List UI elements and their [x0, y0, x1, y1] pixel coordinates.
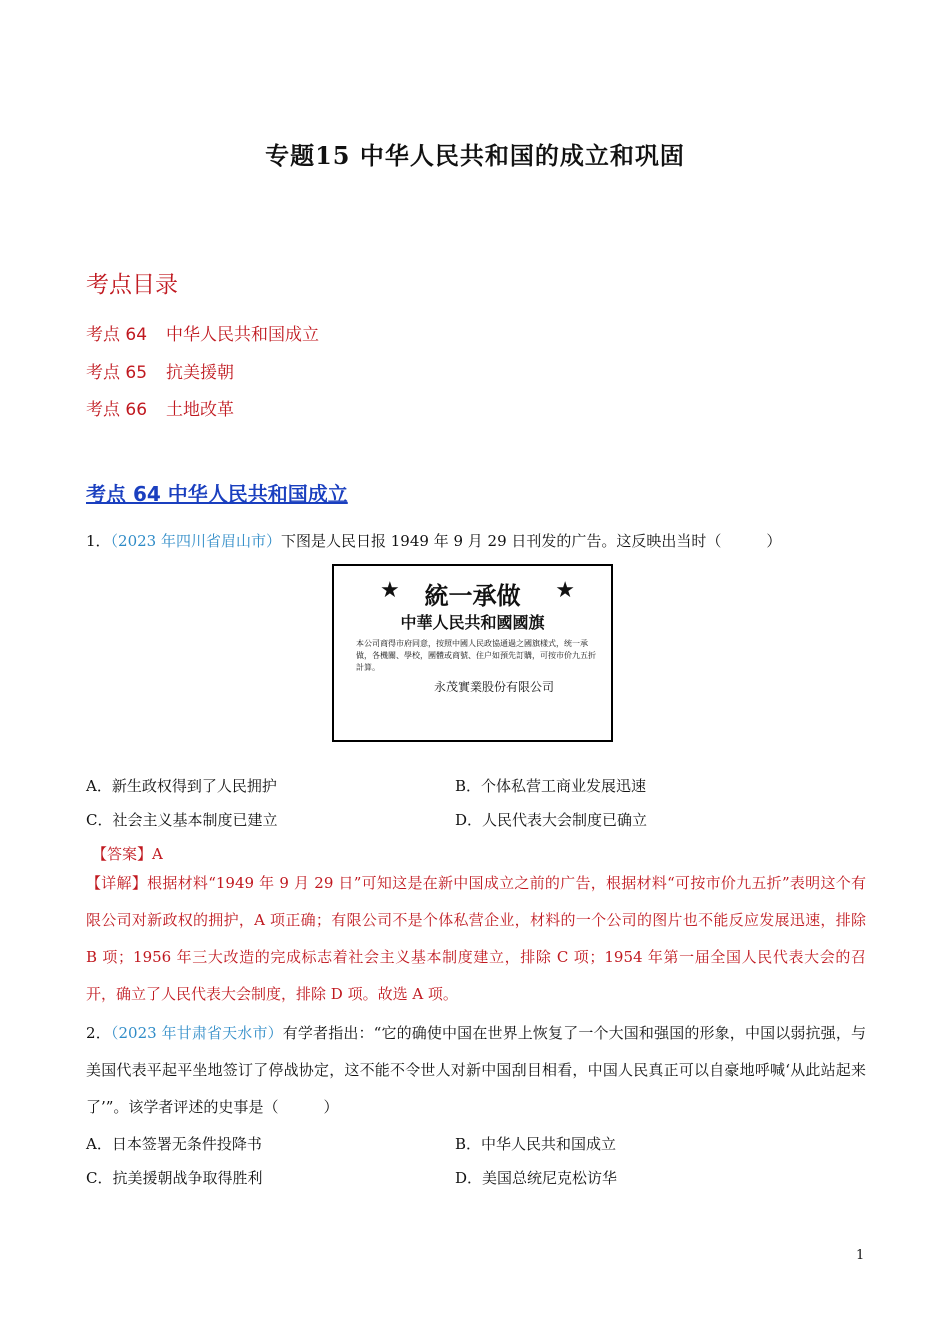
toc-item-label: 土地改革 [166, 400, 234, 420]
toc-item-number: 考点 65 [86, 363, 148, 383]
ad-company: 永茂實業股份有限公司 [434, 680, 555, 694]
question-2-stem [86, 1015, 866, 1126]
toc-heading: 考点目录 [86, 272, 178, 298]
toc-item-64[interactable] [86, 320, 319, 345]
option-b[interactable]: B．中华人民共和国成立 [455, 1135, 617, 1153]
option-c[interactable]: C．社会主义基本制度已建立 [86, 811, 278, 829]
option-c[interactable]: C．抗美援朝战争取得胜利 [86, 1169, 263, 1187]
option-d[interactable]: D．美国总统尼克松访华 [455, 1169, 618, 1187]
option-b[interactable]: B．个体私营工商业发展迅速 [455, 777, 647, 795]
answer: 【答案】A [92, 845, 163, 863]
page-number: 1 [856, 1248, 865, 1263]
section-heading-64[interactable]: 考点 64 中华人民共和国成立 [86, 482, 348, 506]
toc-item-label: 抗美援朝 [166, 363, 234, 383]
question-source: （2023 年甘肃省天水市） [110, 1024, 283, 1042]
ad-headline: 統一承做 [424, 582, 521, 610]
toc-item-number: 考点 66 [86, 400, 148, 420]
toc-item-65[interactable] [86, 358, 234, 383]
toc-item-number: 考点 64 [86, 325, 148, 345]
question-number: 1． [86, 532, 111, 550]
page-title: 专题15 中华人民共和国的成立和巩固 [265, 141, 685, 170]
option-a[interactable]: A．日本签署无条件投降书 [86, 1135, 262, 1153]
question-text: 下图是人民日报 1949 年 9 月 29 日刊发的广告。这反映出当时（ ） [281, 532, 782, 550]
toc-item-label: 中华人民共和国成立 [166, 325, 319, 345]
explanation: 【详解】根据材料“1949 年 9 月 29 日”可知这是在新中国成立之前的广告，根据材料“可按市价九五折”表明这个有限公司对新政权的拥护，A 项正确；有限公司不是个体私营企业，材料的一个公司的图片也不能反应发展迅速，排除 B 项；1956 年三大改造的完成标志着社会主义基本制度建立，排除 C 项；1954 年第一届全国人民代表大会的召开，确立了人民代表大会制度，排除 D 项。故选 A 项。 [86, 874, 866, 1003]
question-source: （2023 年四川省眉山市） [110, 532, 281, 550]
ad-body: 本公司商得市府同意，按照中國人民政協通過之國旗樣式，统一承做，各機關、學校，團體或商號、住户如預先訂購，可按市价九五折計算。 [356, 639, 596, 672]
question-1-stem [86, 531, 781, 551]
star-icon: ★ [555, 578, 575, 603]
ad-subhead: 中華人民共和國國旗 [400, 613, 545, 632]
question-number: 2． [86, 1024, 111, 1042]
option-d[interactable]: D．人民代表大会制度已确立 [455, 811, 648, 829]
option-a[interactable]: A．新生政权得到了人民拥护 [86, 777, 277, 795]
newspaper-ad-image [332, 564, 613, 742]
toc-item-66[interactable] [86, 395, 234, 420]
question-text: 有学者指出：“它的确使中国在世界上恢复了一个大国和强国的形象，中国以弱抗强，与美国代表平起平坐地签订了停战协定，这不能不令世人对新中国刮目相看，中国人民真正可以自豪地呼喊‘从此站起来了’”。该学者评述的史事是（ ） [86, 1024, 866, 1116]
star-icon: ★ [380, 578, 400, 603]
